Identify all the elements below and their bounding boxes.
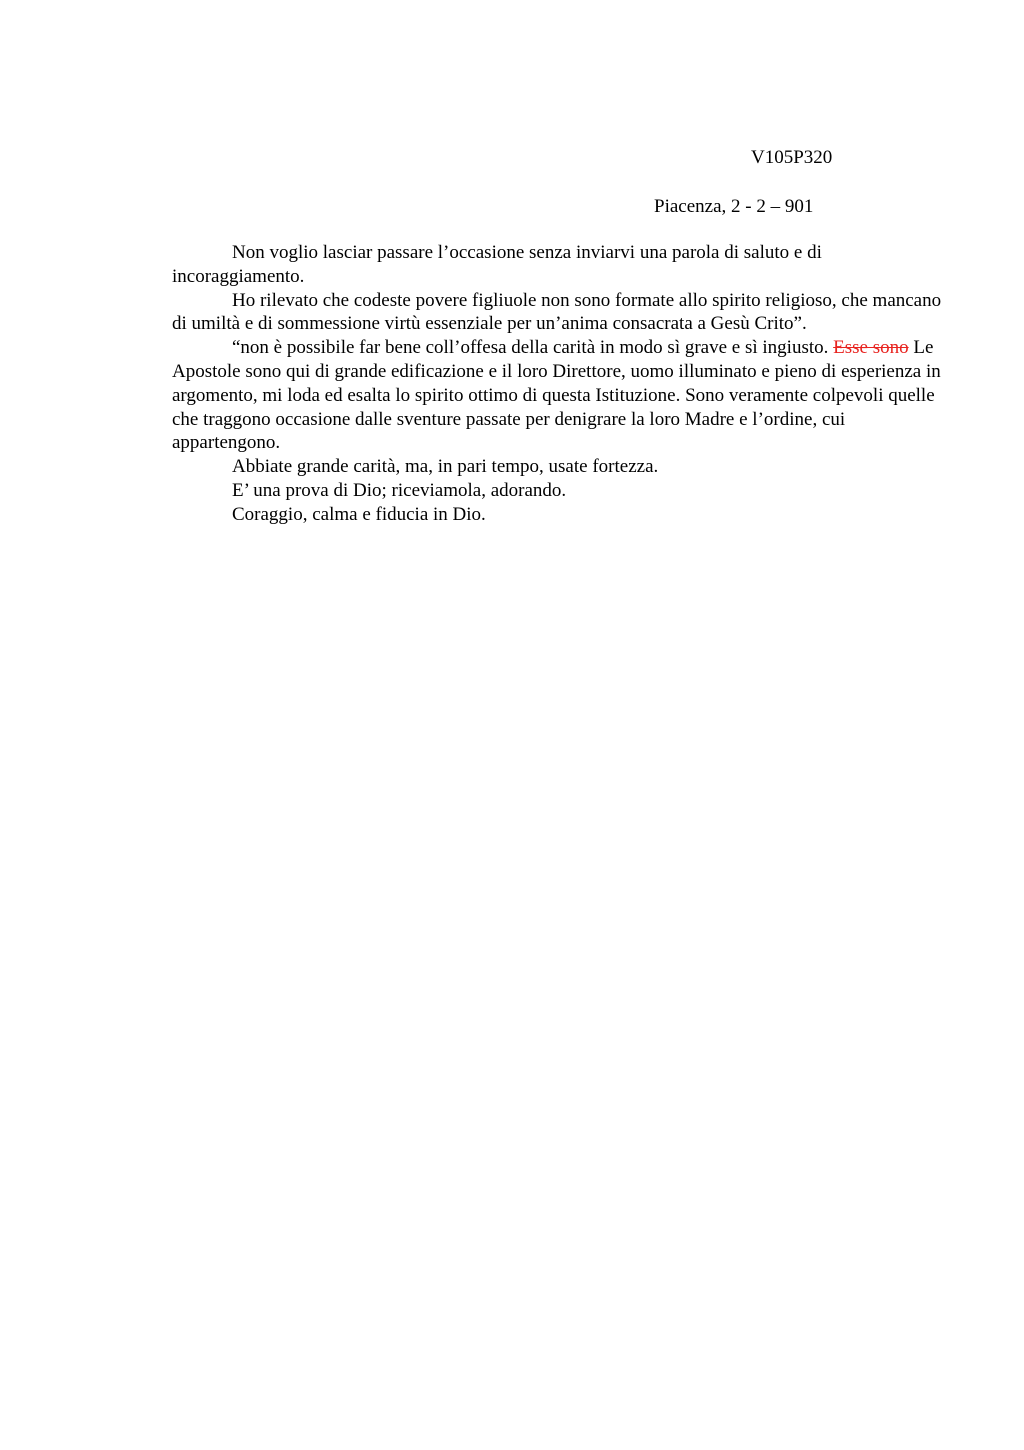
paragraph-trial: E’ una prova di Dio; riceviamola, adorando.: [232, 479, 567, 501]
paragraph-observation: Ho rilevato che codeste povere figliuole non sono formate allo spirito religioso, che mancano di umiltà e di sommessione virtù essenziale per un’anima consacrata a Gesù Crito”.: [172, 289, 942, 335]
paragraph-charity: [172, 336, 942, 455]
document-reference: V105P320: [751, 147, 833, 168]
paragraph-exhortation: Abbiate grande carità, ma, in pari tempo, usate fortezza.: [232, 456, 659, 478]
paragraph-charity-start: “non è possibile far bene coll’offesa della carità in modo sì grave e sì ingiusto.: [232, 337, 834, 359]
paragraph-greeting: Non voglio lasciar passare l’occasione senza inviarvi una parola di saluto e di incoraggiamento.: [172, 242, 822, 287]
struck-through-text: Esse sono: [833, 337, 909, 359]
paragraph-closing: Coraggio, calma e fiducia in Dio.: [232, 503, 486, 525]
letter-body: [172, 241, 942, 527]
place-date: Piacenza, 2 - 2 – 901: [654, 196, 814, 217]
paragraph-charity-end: Le Apostole sono qui di grande edificazione e il loro Direttore, uomo illuminato e pieno di esperienza in argomento, mi loda ed esalta lo spirito ottimo di questa Istituzione. Sono veramente colpevoli quelle che traggono occasione dalle sventure passate per denigrare la loro Madre e l’ordine, cui appartengono.: [172, 337, 941, 454]
